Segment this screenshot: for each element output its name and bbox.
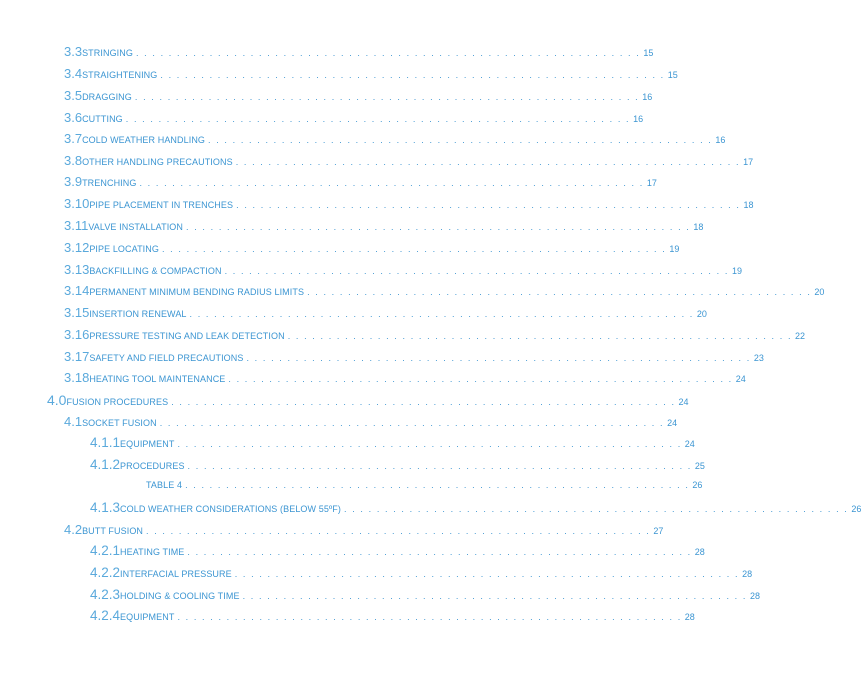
section-title: VALVE INSTALLATION — [88, 222, 184, 232]
section-title: EQUIPMENT — [120, 439, 175, 449]
section-title: HEATING TIME — [120, 547, 185, 557]
dot-leader: . . . . . . . . . . . . . . . . . . . . . . . . . . . . . . . . . . . . . . . . . . . . . . . . . . . . . . . . . . . . . . — [344, 504, 849, 514]
section-title: FUSION PROCEDURES — [66, 397, 169, 407]
section-number: 3.5 — [64, 88, 83, 103]
page-number: 23 — [753, 353, 764, 363]
toc-entry[interactable] — [64, 88, 653, 103]
page-number: 20 — [814, 287, 825, 297]
section-number: 4.1.2 — [90, 457, 121, 472]
dot-leader: . . . . . . . . . . . . . . . . . . . . . . . . . . . . . . . . . . . . . . . . . . . . . . . . . . . . . . . . . . . . . . — [228, 374, 733, 384]
toc-entry[interactable] — [90, 587, 760, 602]
section-title: BACKFILLING & COMPACTION — [89, 266, 222, 276]
dot-leader: . . . . . . . . . . . . . . . . . . . . . . . . . . . . . . . . . . . . . . . . . . . . . . . . . . . . . . . . . . . . . . — [177, 612, 682, 622]
page-number: 28 — [694, 547, 705, 557]
section-number: 3.4 — [64, 66, 83, 81]
page-number: 28 — [742, 569, 753, 579]
dot-leader: . . . . . . . . . . . . . . . . . . . . . . . . . . . . . . . . . . . . . . . . . . . . . . . . . . . . . . . . . . . . . . — [189, 309, 694, 319]
page-number: 18 — [693, 222, 704, 232]
section-number: 4.1.3 — [90, 500, 121, 515]
section-number: 4.2 — [64, 522, 83, 537]
section-number: 3.3 — [64, 44, 83, 59]
toc-entry[interactable] — [64, 414, 678, 429]
page-number: 17 — [646, 178, 657, 188]
toc-entry[interactable] — [64, 262, 742, 277]
section-title: SOCKET FUSION — [82, 418, 157, 428]
section-number: 3.12 — [64, 240, 90, 255]
dot-leader: . . . . . . . . . . . . . . . . . . . . . . . . . . . . . . . . . . . . . . . . . . . . . . . . . . . . . . . . . . . . . . — [246, 353, 751, 363]
dot-leader: . . . . . . . . . . . . . . . . . . . . . . . . . . . . . . . . . . . . . . . . . . . . . . . . . . . . . . . . . . . . . . — [186, 222, 691, 232]
page-number: 25 — [694, 461, 705, 471]
toc-entry[interactable] — [64, 66, 678, 81]
section-title: PIPE LOCATING — [89, 244, 159, 254]
section-number: 3.18 — [64, 370, 90, 385]
section-number: 4.1.1 — [90, 435, 121, 450]
dot-leader: . . . . . . . . . . . . . . . . . . . . . . . . . . . . . . . . . . . . . . . . . . . . . . . . . . . . . . . . . . . . . . — [139, 178, 644, 188]
toc-entry[interactable] — [64, 522, 664, 537]
section-number: 3.8 — [64, 153, 83, 168]
section-title: PRESSURE TESTING AND LEAK DETECTION — [89, 331, 285, 341]
page-number: 17 — [743, 157, 754, 167]
section-number: 3.13 — [64, 262, 90, 277]
section-number: 3.10 — [64, 196, 90, 211]
dot-leader: . . . . . . . . . . . . . . . . . . . . . . . . . . . . . . . . . . . . . . . . . . . . . . . . . . . . . . . . . . . . . . — [234, 569, 740, 579]
page-number: 24 — [678, 397, 689, 407]
section-number: 4.2.2 — [90, 565, 121, 580]
page-number: 20 — [696, 309, 707, 319]
section-title: CUTTING — [82, 114, 123, 124]
section-number: 3.6 — [64, 110, 83, 125]
toc-entry[interactable] — [47, 392, 689, 408]
toc-entry[interactable] — [90, 457, 705, 472]
dot-leader: . . . . . . . . . . . . . . . . . . . . . . . . . . . . . . . . . . . . . . . . . . . . . . . . . . . . . . . . . . . . . . — [187, 547, 692, 557]
section-number: 3.16 — [64, 327, 90, 342]
page-number: 24 — [684, 439, 695, 449]
toc-entry[interactable] — [64, 370, 746, 385]
section-title: BUTT FUSION — [82, 526, 144, 536]
section-title: DRAGGING — [82, 92, 132, 102]
toc-entry[interactable] — [64, 131, 726, 146]
page-number: 24 — [735, 374, 746, 384]
toc-entry[interactable] — [64, 349, 764, 364]
toc-entry[interactable] — [146, 480, 703, 490]
section-title: EQUIPMENT — [120, 612, 175, 622]
dot-leader: . . . . . . . . . . . . . . . . . . . . . . . . . . . . . . . . . . . . . . . . . . . . . . . . . . . . . . . . . . . . . . — [146, 526, 651, 536]
toc-entry[interactable] — [90, 543, 705, 558]
section-title: COLD WEATHER HANDLING — [82, 135, 206, 145]
page-number: 26 — [851, 504, 861, 514]
section-title: PERMANENT MINIMUM BENDING RADIUS LIMITS — [89, 287, 305, 297]
dot-leader: . . . . . . . . . . . . . . . . . . . . . . . . . . . . . . . . . . . . . . . . . . . . . . . . . . . . . . . . . . . . . . — [287, 331, 793, 341]
page-number: 15 — [643, 48, 654, 58]
dot-leader: . . . . . . . . . . . . . . . . . . . . . . . . . . . . . . . . . . . . . . . . . . . . . . . . . . . . . . . . . . . . . . — [177, 439, 682, 449]
section-title: STRAIGHTENING — [82, 70, 158, 80]
section-title: INTERFACIAL PRESSURE — [120, 569, 232, 579]
section-number: 3.11 — [64, 218, 89, 233]
toc-entry[interactable] — [64, 305, 707, 320]
toc-entry[interactable] — [90, 608, 695, 623]
page-number: 16 — [642, 92, 653, 102]
section-number: 4.1 — [64, 414, 83, 429]
section-number: 4.2.4 — [90, 608, 121, 623]
dot-leader: . . . . . . . . . . . . . . . . . . . . . . . . . . . . . . . . . . . . . . . . . . . . . . . . . . . . . . . . . . . . . . — [159, 418, 665, 428]
dot-leader: . . . . . . . . . . . . . . . . . . . . . . . . . . . . . . . . . . . . . . . . . . . . . . . . . . . . . . . . . . . . . . — [242, 591, 747, 601]
page-number: 22 — [795, 331, 806, 341]
dot-leader: . . . . . . . . . . . . . . . . . . . . . . . . . . . . . . . . . . . . . . . . . . . . . . . . . . . . . . . . . . . . . . — [171, 397, 676, 407]
dot-leader: . . . . . . . . . . . . . . . . . . . . . . . . . . . . . . . . . . . . . . . . . . . . . . . . . . . . . . . . . . . . . . — [185, 480, 690, 490]
section-number: 4.2.3 — [90, 587, 121, 602]
toc-entry[interactable] — [90, 500, 861, 515]
section-number: 3.17 — [64, 349, 90, 364]
toc-entry[interactable] — [64, 110, 644, 125]
dot-leader: . . . . . . . . . . . . . . . . . . . . . . . . . . . . . . . . . . . . . . . . . . . . . . . . . . . . . . . . . . . . . . — [235, 157, 741, 167]
section-number: 4.2.1 — [90, 543, 121, 558]
page-number: 27 — [653, 526, 664, 536]
dot-leader: . . . . . . . . . . . . . . . . . . . . . . . . . . . . . . . . . . . . . . . . . . . . . . . . . . . . . . . . . . . . . . — [224, 266, 729, 276]
section-title: STRINGING — [82, 48, 133, 58]
page-number: 19 — [669, 244, 680, 254]
section-number: 4.0 — [47, 392, 67, 408]
section-title: PIPE PLACEMENT IN TRENCHES — [89, 200, 234, 210]
section-number: 3.15 — [64, 305, 90, 320]
page-number: 26 — [692, 480, 703, 490]
section-number: 3.9 — [64, 174, 83, 189]
toc-entry[interactable] — [64, 327, 806, 342]
toc-entry[interactable] — [90, 435, 695, 450]
section-title: HEATING TOOL MAINTENANCE — [89, 374, 226, 384]
toc-entry[interactable] — [64, 218, 704, 233]
page-number: 15 — [667, 70, 678, 80]
dot-leader: . . . . . . . . . . . . . . . . . . . . . . . . . . . . . . . . . . . . . . . . . . . . . . . . . . . . . . . . . . . . . . — [134, 92, 640, 102]
toc-entry[interactable] — [64, 240, 680, 255]
dot-leader: . . . . . . . . . . . . . . . . . . . . . . . . . . . . . . . . . . . . . . . . . . . . . . . . . . . . . . . . . . . . . . — [208, 135, 713, 145]
section-title: SAFETY AND FIELD PRECAUTIONS — [89, 353, 244, 363]
page-number: 28 — [684, 612, 695, 622]
page-number: 16 — [715, 135, 726, 145]
dot-leader: . . . . . . . . . . . . . . . . . . . . . . . . . . . . . . . . . . . . . . . . . . . . . . . . . . . . . . . . . . . . . . — [236, 200, 741, 210]
toc-entry[interactable] — [64, 44, 654, 59]
section-number: 3.14 — [64, 283, 90, 298]
section-title: COLD WEATHER CONSIDERATIONS (BELOW 55ºF) — [120, 504, 342, 514]
section-number: 3.7 — [64, 131, 83, 146]
dot-leader: . . . . . . . . . . . . . . . . . . . . . . . . . . . . . . . . . . . . . . . . . . . . . . . . . . . . . . . . . . . . . . — [187, 461, 692, 471]
toc-entry[interactable] — [90, 565, 753, 580]
toc-entry[interactable] — [64, 283, 825, 298]
section-title: TRENCHING — [82, 178, 137, 188]
section-title: HOLDING & COOLING TIME — [120, 591, 240, 601]
page-number: 24 — [667, 418, 678, 428]
page-number: 16 — [633, 114, 644, 124]
toc-entry[interactable] — [64, 153, 754, 168]
page-number: 28 — [749, 591, 760, 601]
dot-leader: . . . . . . . . . . . . . . . . . . . . . . . . . . . . . . . . . . . . . . . . . . . . . . . . . . . . . . . . . . . . . . — [125, 114, 631, 124]
dot-leader: . . . . . . . . . . . . . . . . . . . . . . . . . . . . . . . . . . . . . . . . . . . . . . . . . . . . . . . . . . . . . . — [135, 48, 641, 58]
section-title: INSERTION RENEWAL — [89, 309, 187, 319]
section-title: OTHER HANDLING PRECAUTIONS — [82, 157, 233, 167]
dot-leader: . . . . . . . . . . . . . . . . . . . . . . . . . . . . . . . . . . . . . . . . . . . . . . . . . . . . . . . . . . . . . . — [161, 244, 667, 254]
page-number: 18 — [743, 200, 754, 210]
section-title: PROCEDURES — [120, 461, 185, 471]
toc-entry[interactable] — [64, 174, 657, 189]
table-title: TABLE 4 — [146, 480, 183, 490]
dot-leader: . . . . . . . . . . . . . . . . . . . . . . . . . . . . . . . . . . . . . . . . . . . . . . . . . . . . . . . . . . . . . . — [160, 70, 665, 80]
toc-entry[interactable] — [64, 196, 754, 211]
dot-leader: . . . . . . . . . . . . . . . . . . . . . . . . . . . . . . . . . . . . . . . . . . . . . . . . . . . . . . . . . . . . . . — [307, 287, 812, 297]
page-number: 19 — [731, 266, 742, 276]
